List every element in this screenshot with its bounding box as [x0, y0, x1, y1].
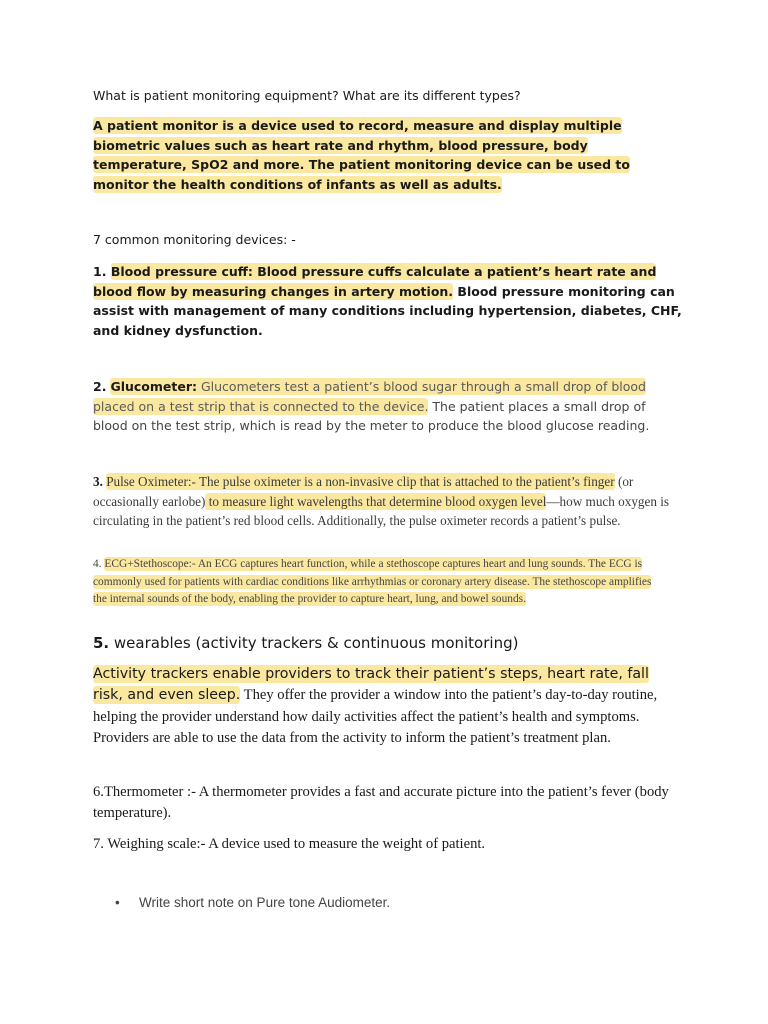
item-title: Glucometer:	[110, 379, 197, 394]
item-weighing-scale: 7. Weighing scale:- A device used to measure the weight of patient.	[93, 836, 486, 852]
item-blood-pressure-cuff	[93, 262, 683, 340]
item-highlight-2: to measure light wavelengths that determine blood oxygen level	[205, 493, 547, 509]
item-pulse-oximeter	[93, 472, 683, 531]
intro-paragraph	[93, 116, 683, 194]
bullet-text: Write short note on Pure tone Audiometer.	[139, 895, 391, 910]
item-number: 5.	[93, 634, 110, 652]
bullet-list-item	[115, 895, 390, 910]
item-thermometer: 6.Thermometer :- A thermometer provides a fast and accurate picture into the patient’s fever (body temperature).	[93, 784, 669, 822]
item-text: The patient places a small drop of blood on the test strip, which is read by the meter to produce the blood glucose reading.	[93, 398, 650, 433]
intro-highlight: A patient monitor is a device used to record, measure and display multiple biometric values such as heart rate and rhythm, blood pressure, body temperature, SpO2 and more. The patient monitoring device can be used to monitor the health conditions of infants as well as adults.	[93, 118, 630, 192]
item-heading-text: wearables (activity trackers & continuous monitoring)	[109, 634, 519, 652]
item-paren-text: (or occasionally earlobe)	[93, 474, 634, 509]
item-text: —how much oxygen is circulating in the patient’s red blood cells. Additionally, the pulse oximeter records a patient’s pulse.	[93, 493, 670, 528]
item-number: 1.	[93, 264, 107, 279]
item-wearables-heading	[93, 634, 518, 652]
item-text: Blood pressure monitoring can assist with management of many conditions including hypertension, diabetes, CHF, and kidney dysfunction.	[93, 283, 682, 338]
bullet-icon: •	[115, 895, 120, 910]
item-wearables-body	[93, 664, 673, 749]
question-heading: What is patient monitoring equipment? What are its different types?	[93, 88, 521, 103]
item-highlight: Blood pressure cuff: Blood pressure cuffs calculate a patient’s heart rate and blood flow by measuring changes in artery motion.	[93, 264, 657, 299]
item-glucometer	[93, 377, 683, 436]
item-highlight: Activity trackers enable providers to track their patient’s steps, heart rate, fall risk, and even sleep.	[93, 666, 649, 704]
item-ecg-stethoscope	[93, 556, 663, 609]
item-highlight: Pulse Oximeter:- The pulse oximeter is a non-invasive clip that is attached to the patient’s finger	[106, 474, 615, 489]
common-devices-heading: 7 common monitoring devices: -	[93, 232, 296, 247]
item-highlight-text: Glucometers test a patient’s blood sugar through a small drop of blood placed on a test strip that is connected to the device.	[93, 379, 646, 414]
item-highlight: ECG+Stethoscope:- An ECG captures heart function, while a stethoscope captures heart and lung sounds. The ECG is commonly used for patients with cardiac conditions like arrhythmias or coronary artery disease. The stethoscope amplifies the internal sounds of the body, enabling the provider to capture heart, lung, and bowel sounds.	[93, 558, 652, 605]
item-text: They offer the provider a window into the patient’s day-to-day routine, helping the provider understand how daily activities affect the patient’s health and symptoms. Providers are able to use the data from the activity to inform the patient’s treatment plan.	[93, 687, 658, 746]
item-number: 3.	[93, 474, 103, 489]
item-number: 2.	[93, 379, 107, 394]
item-number: 4.	[93, 558, 102, 570]
